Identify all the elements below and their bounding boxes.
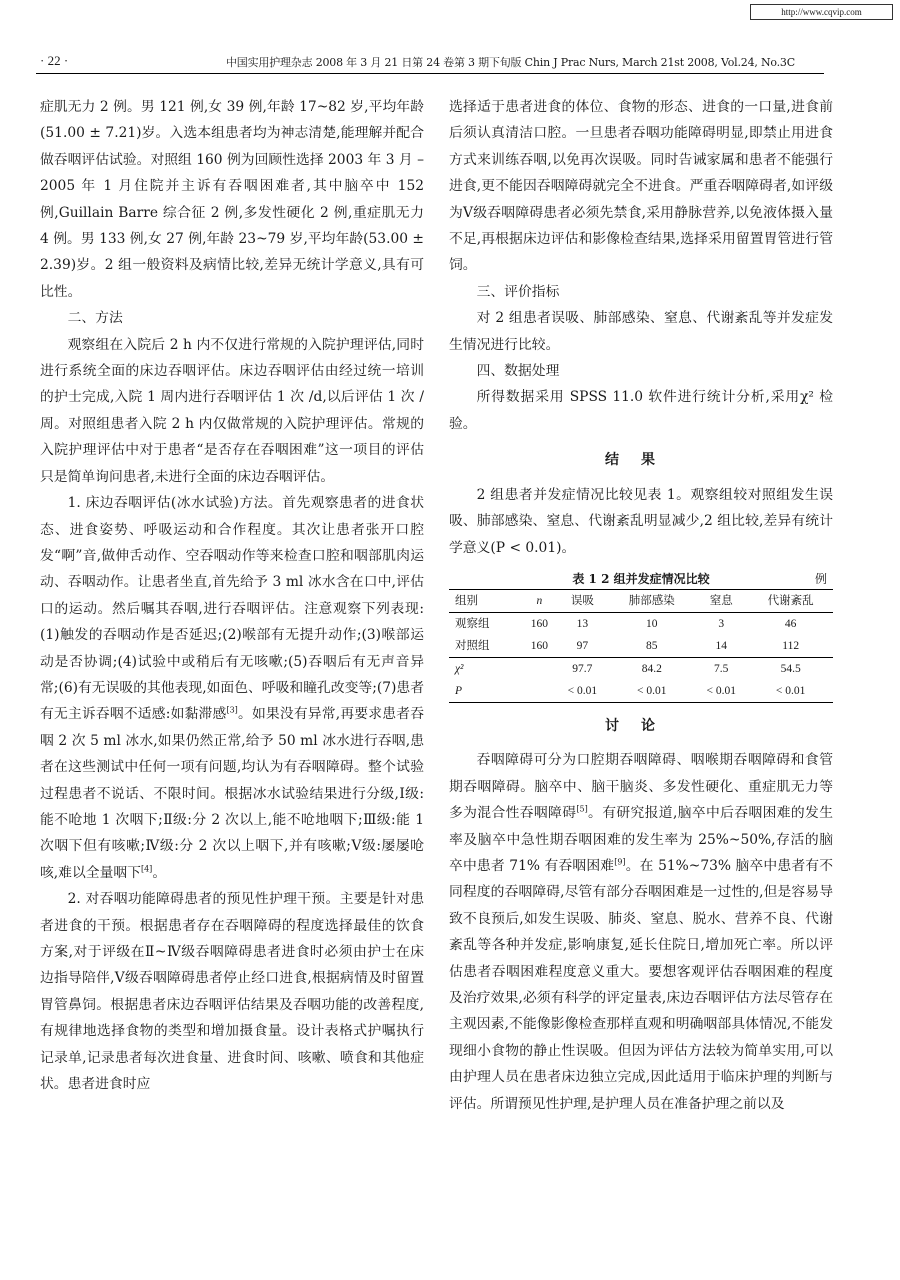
citation: [3]	[226, 705, 238, 715]
table-row	[449, 680, 833, 703]
table-cell: 85	[646, 639, 658, 652]
paragraph: 症肌无力 2 例。男 121 例,女 39 例,年龄 17~82 岁,平均年龄(51.00 ± 7.21)岁。入选本组患者均为神志清楚,能理解并配合做吞咽评估试验。对照组 160 例为回顾性选择 2003 年 3 月 – 2005 年 1 月住院并主诉有吞咽困难者,其中脑卒中 152 例,Guillain Barre 综合征 2 例,多发性硬化 2 例,重症肌无力 4 例。男 133 例,女 27 例,年龄 23~79 岁,平均年龄(53.00 ± 2.39)岁。2 组一般资料及病情比较,差异无统计学意义,具有可比性。	[40, 99, 424, 300]
citation: [5]	[576, 804, 588, 814]
paragraph-bedside-assessment	[40, 490, 424, 886]
source-url-box[interactable]: http://www.cqvip.com	[750, 4, 893, 20]
table-cell: < 0.01	[637, 684, 667, 697]
paragraph: 2. 对吞咽功能障碍患者的预见性护理干预。主要是针对患者进食的干预。根据患者存在吞咽障碍的程度选择最佳的饮食方案,对于评级在Ⅱ~Ⅳ级吞咽障碍患者进食时必须由护士在床边指导陪伴,Ⅴ级吞咽障碍患者停止经口进食,根据病情及时留置胃管鼻饲。根据患者床边吞咽评估结果及吞咽功能的改善程度,有规律地选择食物的类型和增加摄食量。设计表格式护嘱执行记录单,记录患者每次进食量、进食时间、咳嗽、喷食和其他症状。患者进食时应	[40, 891, 424, 1093]
paragraph: 对 2 组患者误吸、肺部感染、窒息、代谢紊乱等并发症发生情况进行比较。	[449, 310, 833, 353]
table-header-cell: 组别	[455, 594, 478, 607]
table-cell: 3	[718, 617, 725, 630]
paragraph: 观察组在入院后 2 h 内不仅进行常规的入院护理评估,同时进行系统全面的床边吞咽评估。床边吞咽评估由经过统一培训的护士完成,入院 1 周内进行吞咽评估 1 次 /d,以后评估 1 次 / 周。对照组患者入院 2 h 内仅做常规的入院护理评估。常规的入院护理评估中对于患者“是否存在吞咽困难”这一项目的评估只是简单询问患者,未进行全面的床边吞咽评估。	[40, 336, 424, 485]
table-cell: 97	[576, 639, 589, 652]
text: 。在 51%~73% 脑卒中患者有不同程度的吞咽障碍,尽管有部分吞咽困难是一过性的,但是容易导致不良预后,如发生误吸、肺炎、窒息、脱水、营养不良、代谢紊乱等各种并发症,影响康复,延长住院日,增加死亡率。所以评估患者吞咽困难程度意义重大。要想客观评估吞咽困难的程度及治疗效果,必须有科学的评定量表,床边吞咽评估方法尽管存在主观因素,不能像影像检查那样直观和明确咽部具体情况,不能发现细小食物的静止性误吸。但因为评估方法较为简单实用,可以由护理人员在患者床边独立完成,因此适用于临床护理的判断与评估。所谓预见性护理,是护理人员在准备护理之前以及	[449, 857, 833, 1112]
section-heading-evaluation: 三、评价指标	[476, 283, 560, 300]
section-heading-discussion: 讨论	[605, 717, 677, 734]
table-cell: 13	[576, 617, 589, 630]
table-cell: 160	[530, 617, 548, 630]
table-cell: χ²	[455, 662, 464, 675]
citation: [9]	[614, 857, 626, 867]
table-cell: 对照组	[455, 639, 490, 652]
section-heading-methods: 二、方法	[67, 310, 123, 327]
table-cell: 7.5	[714, 662, 729, 675]
table-cell: 14	[715, 639, 727, 652]
section-heading-results: 结果	[605, 452, 677, 469]
table-cell: 46	[784, 617, 797, 630]
table-cell: 160	[530, 639, 548, 652]
table-cell: < 0.01	[775, 684, 806, 697]
text: 1. 床边吞咽评估(冰水试验)方法。首先观察患者的进食状态、进食姿势、呼吸运动和合作程度。其次让患者张开口腔发“啊”音,做伸舌动作、空吞咽动作等来检查口腔和咽部肌肉运动、吞咽动作。让患者坐直,首先给予 3 ml 冰水含在口中,评估口的运动。然后嘱其吞咽,进行吞咽评估。注意观察下列表现:(1)触发的吞咽动作是否延迟;(2)喉部有无提升动作;(3)喉部运动是否协调;(4)试验中或稍后有无咳嗽;(5)吞咽后有无声音异常;(6)有无误吸的其他表现,如面色、呼吸和瞳孔改变等;(7)患者有无主诉吞咽不适感:如黏滞感	[40, 495, 424, 723]
table-cell: 观察组	[455, 617, 490, 630]
paragraph: 选择适于患者进食的体位、食物的形态、进食的一口量,进食前后须认真清洁口腔。一旦患者吞咽功能障碍明显,即禁止用进食方式来训练吞咽,以免再次误吸。同时告诫家属和患者不能强行进食,更不能因吞咽障碍就完全不进食。严重吞咽障碍者,如评级为Ⅴ级吞咽障碍患者必须先禁食,采用静脉营养,以免液体摄入量不足,再根据床边评估和影像检查结果,选择采用留置胃管进行管饲。	[449, 99, 833, 274]
citation: [4]	[140, 864, 153, 874]
table-header-cell: 误吸	[570, 594, 594, 607]
page-number: · 22 ·	[40, 53, 69, 68]
table-row	[449, 635, 833, 658]
header-rule	[36, 73, 824, 74]
text: 吞咽障碍可分为口腔期吞咽障碍、咽喉期吞咽障碍和食管期吞咽障碍。脑卒中、脑干脑炎、多发性硬化、重症肌无力等多为混合性吞咽障碍	[449, 752, 833, 822]
section-heading-data: 四、数据处理	[476, 363, 560, 380]
table-header-cell: 代谢紊乱	[767, 594, 814, 607]
table-unit: 例	[814, 571, 827, 586]
table-caption	[449, 569, 833, 589]
table-cell: P	[455, 684, 463, 697]
text: 。如果没有异常,再要求患者吞咽 2 次 5 ml 冰水,如果仍然正常,给予 50 ml 冰水进行吞咽,患者在这些测试中任何一项有问题,均认为有吞咽障碍。整个试验过程患者不说话、不限时间。根据冰水试验结果进行分级,Ⅰ级:能不呛地 1 次咽下;Ⅱ级:分 2 次以上,能不呛地咽下;Ⅲ级:能 1 次咽下但有咳嗽;Ⅳ级:分 2 次以上咽下,并有咳嗽;Ⅴ级:屡屡呛咳,难以全量咽下	[40, 706, 424, 881]
table-cell	[524, 657, 556, 680]
table-header-cell: n	[536, 594, 543, 607]
paragraph-discussion	[449, 747, 833, 1117]
table-title: 表 1 2 组并发症情况比较	[572, 571, 710, 586]
table-cell: 112	[782, 639, 800, 652]
table-cell: < 0.01	[567, 684, 598, 697]
right-column	[449, 94, 833, 1117]
paragraph: 2 组患者并发症情况比较见表 1。观察组较对照组发生误吸、肺部感染、窒息、代谢紊乱明显减少,2 组比较,差异有统计学意义(P < 0.01)。	[449, 486, 833, 556]
table-cell: 54.5	[780, 662, 801, 675]
running-header: 中国实用护理杂志 2008 年 3 月 21 日第 24 卷第 3 期下旬版 Chin J Prac Nurs, March 21st 2008, Vol.24, No.3C	[226, 56, 795, 69]
text: 。有研究报道,脑卒中后吞咽困难的发生率及脑卒中急性期吞咽困难的发生率为 25%~50%,存活的脑卒中患者 71% 有吞咽困难	[449, 805, 833, 874]
table-cell	[524, 680, 556, 703]
left-column	[40, 94, 424, 1097]
table-cell: 84.2	[641, 662, 662, 675]
table-cell: < 0.01	[706, 684, 736, 697]
table-row	[449, 612, 833, 635]
table-row	[449, 657, 833, 680]
table-header-cell: 肺部感染	[628, 594, 675, 607]
table-cell: 97.7	[572, 662, 593, 675]
complications-table	[449, 589, 833, 703]
text: 。	[152, 864, 167, 881]
table-header-row	[449, 589, 833, 612]
table-cell: 10	[646, 617, 658, 630]
paragraph: 所得数据采用 SPSS 11.0 软件进行统计分析,采用χ² 检验。	[449, 389, 833, 432]
table-header-cell: 窒息	[709, 594, 733, 607]
